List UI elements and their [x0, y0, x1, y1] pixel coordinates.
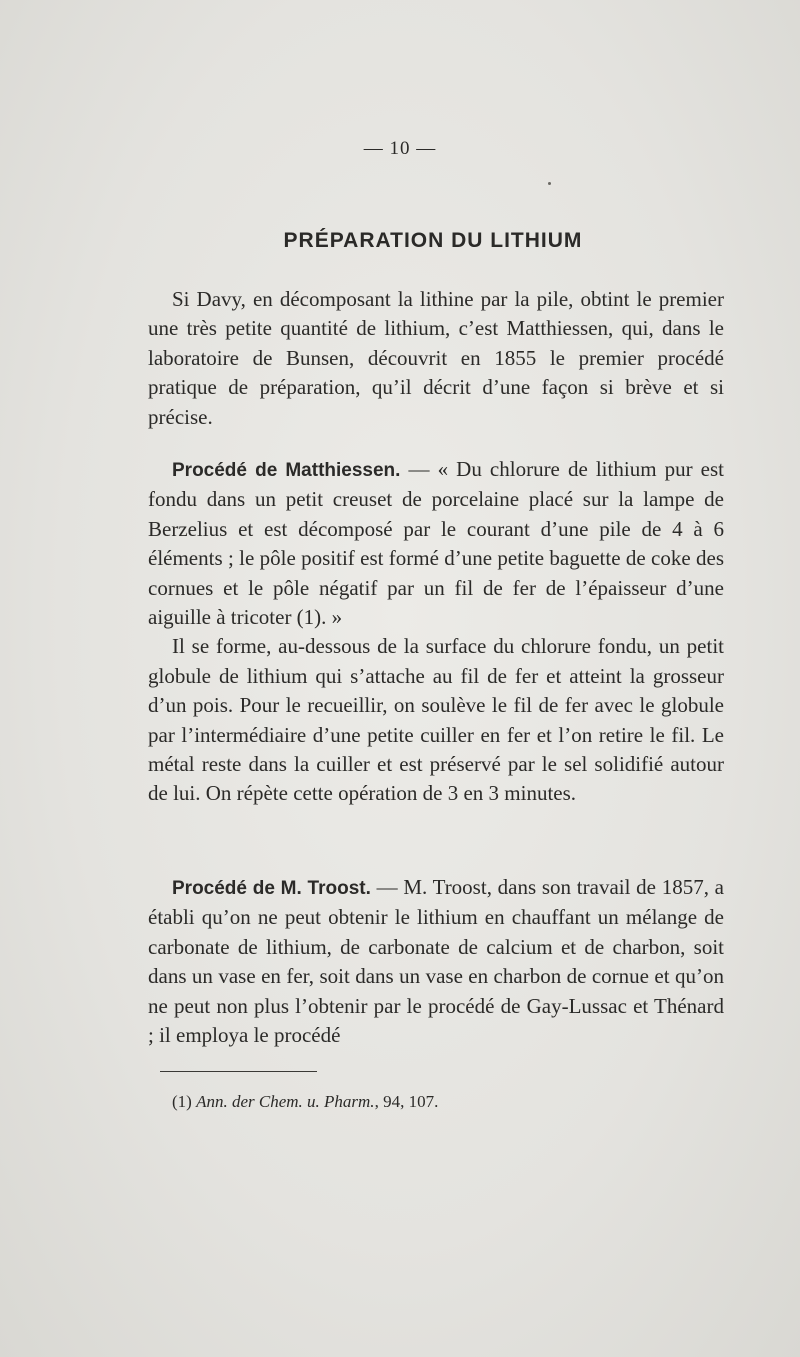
- footnote-marker: (1): [172, 1092, 197, 1111]
- footnote: [172, 1091, 732, 1113]
- matthiessen-section: [148, 455, 724, 809]
- paper-speck: [548, 182, 551, 185]
- matthiessen-heading: Procédé de Matthiessen.: [172, 460, 401, 481]
- page-number: — 10 —: [363, 138, 437, 159]
- intro-section: [148, 285, 724, 432]
- matthiessen-paragraph-1: [148, 455, 724, 632]
- troost-section: [148, 873, 724, 1050]
- footnote-source: Ann. der Chem. u. Pharm.: [196, 1092, 375, 1111]
- footnote-reference: , 94, 107.: [374, 1092, 439, 1111]
- section-title: PRÉPARATION DU LITHIUM: [283, 229, 583, 252]
- footnote-divider: [160, 1071, 317, 1072]
- matthiessen-paragraph-2: Il se forme, au-dessous de la surface du chlorure fondu, un petit globule de lithium qui s’attache au fil de fer et atteint la grosseur d’un pois. Pour le recueillir, on soulève le fil de fer avec le globule par l’intermédiaire d’une petite cuiller en fer et l’on retire le fil. Le métal reste dans la cuiller et est préservé par le sel solidifié autour de lui. On répète cette opération de 3 en 3 minutes.: [148, 634, 724, 806]
- troost-paragraph: [148, 873, 724, 1050]
- matthiessen-paragraph-1-text: — « Du chlorure de lithium pur est fondu dans un petit creuset de porcelaine placé sur la lampe de Berzelius et est décomposé par le courant d’une pile de 4 à 6 éléments ; le pôle positif est formé d’une petite baguette de coke des cornues et le pôle négatif par un fil de fer de l’épaisseur d’une aiguille à tricoter (1). »: [148, 457, 724, 630]
- troost-heading: Procédé de M. Troost.: [172, 878, 371, 899]
- troost-paragraph-text: — M. Troost, dans son travail de 1857, a établi qu’on ne peut obtenir le lithium en chauffant un mélange de carbonate de lithium, de carbonate de calcium et de charbon, soit dans un vase en fer, soit dans un vase en charbon de cornue et qu’on ne peut non plus l’obtenir par le procédé de Gay-Lussac et Thénard ; il employa le procédé: [148, 875, 725, 1048]
- intro-paragraph: Si Davy, en décomposant la lithine par la pile, obtint le premier une très petite quantité de lithium, c’est Matthiessen, qui, dans le laboratoire de Bunsen, découvrit en 1855 le premier procédé pratique de préparation, qu’il décrit d’une façon si brève et si précise.: [148, 287, 724, 429]
